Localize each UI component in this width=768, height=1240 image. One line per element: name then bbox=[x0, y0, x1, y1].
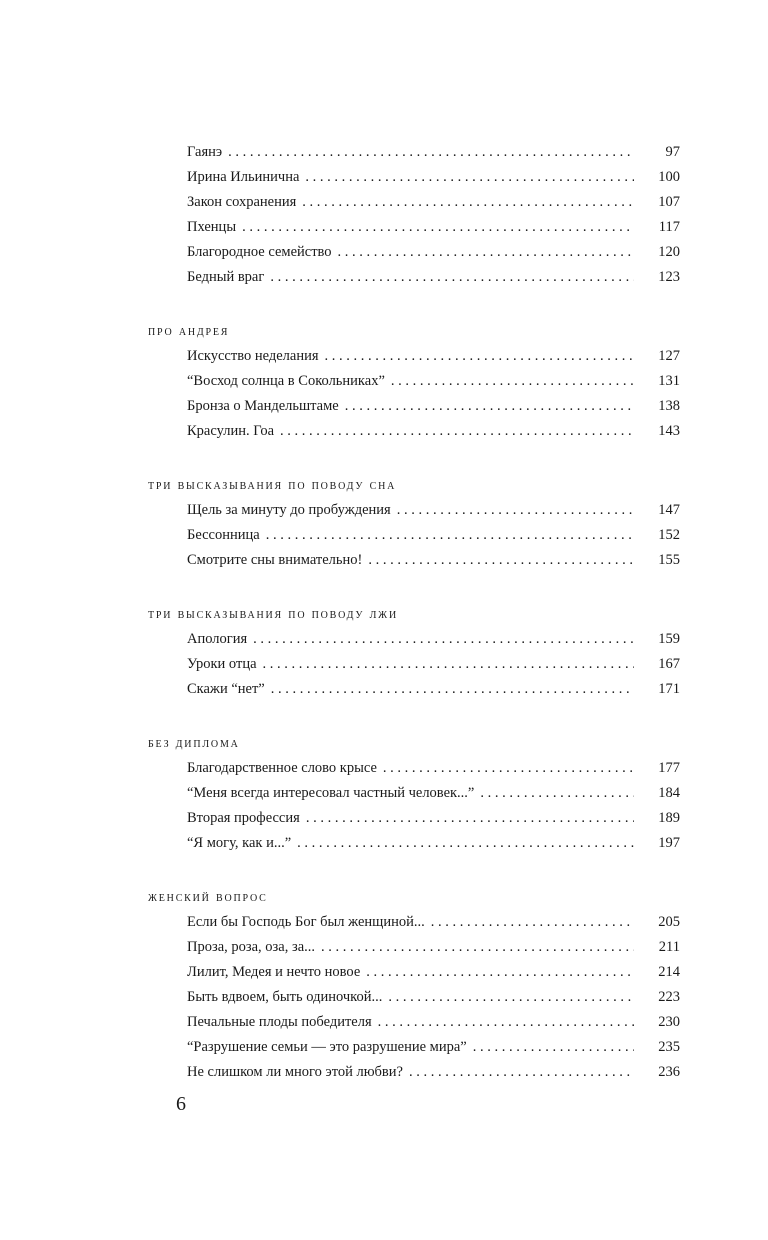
dot-leader bbox=[431, 910, 634, 935]
entry-page-number: 211 bbox=[658, 939, 680, 955]
toc-entry[interactable] bbox=[148, 1035, 680, 1060]
entry-title: “Я могу, как и...” bbox=[187, 835, 292, 851]
dot-leader bbox=[391, 369, 634, 394]
entry-page-number: 205 bbox=[658, 914, 680, 930]
toc-section bbox=[148, 140, 680, 290]
entry-title: Бронза о Мандельштаме bbox=[187, 398, 339, 414]
entry-title: Гаянэ bbox=[187, 144, 223, 160]
entry-page-number: 97 bbox=[665, 144, 680, 160]
dot-leader bbox=[338, 240, 634, 265]
dot-leader bbox=[321, 935, 634, 960]
dot-leader bbox=[228, 140, 634, 165]
entry-page-number: 214 bbox=[658, 964, 680, 980]
entry-page-number: 159 bbox=[658, 631, 680, 647]
toc-section bbox=[148, 602, 680, 702]
toc-entry[interactable] bbox=[148, 935, 680, 960]
toc-entry[interactable] bbox=[148, 985, 680, 1010]
entry-page-number: 107 bbox=[658, 194, 680, 210]
table-of-contents bbox=[148, 140, 680, 1085]
entry-title: Благодарственное слово крысе bbox=[187, 760, 377, 776]
toc-entry[interactable] bbox=[148, 265, 680, 290]
toc-entry[interactable] bbox=[148, 498, 680, 523]
entry-title: Лилит, Медея и нечто новое bbox=[187, 964, 361, 980]
dot-leader bbox=[383, 756, 634, 781]
entry-title: Проза, роза, оза, за... bbox=[187, 939, 316, 955]
dot-leader bbox=[397, 498, 634, 523]
toc-entry[interactable] bbox=[148, 215, 680, 240]
entry-title: “Восход солнца в Сокольниках” bbox=[187, 373, 385, 389]
entry-title: Красулин. Гоа bbox=[187, 423, 275, 439]
toc-entry[interactable] bbox=[148, 523, 680, 548]
toc-entry[interactable] bbox=[148, 140, 680, 165]
entry-page-number: 138 bbox=[658, 398, 680, 414]
entry-page-number: 143 bbox=[658, 423, 680, 439]
toc-entry[interactable] bbox=[148, 781, 680, 806]
entry-title: Быть вдвоем, быть одиночкой... bbox=[187, 989, 383, 1005]
entry-page-number: 147 bbox=[658, 502, 680, 518]
entry-page-number: 152 bbox=[658, 527, 680, 543]
toc-entry[interactable] bbox=[148, 806, 680, 831]
entry-title: Ирина Ильинична bbox=[187, 169, 300, 185]
toc-entry[interactable] bbox=[148, 344, 680, 369]
entry-page-number: 235 bbox=[658, 1039, 680, 1055]
toc-entry[interactable] bbox=[148, 394, 680, 419]
section-heading: про андрея bbox=[148, 324, 230, 339]
section-heading: три высказывания по поводу лжи bbox=[148, 607, 398, 622]
page-number: 6 bbox=[176, 1093, 186, 1115]
dot-leader bbox=[378, 1010, 634, 1035]
entry-page-number: 184 bbox=[658, 785, 680, 801]
entry-page-number: 189 bbox=[658, 810, 680, 826]
dot-leader bbox=[242, 215, 634, 240]
dot-leader bbox=[409, 1060, 634, 1085]
entry-title: Скажи “нет” bbox=[187, 681, 265, 697]
dot-leader bbox=[280, 419, 634, 444]
dot-leader bbox=[473, 1035, 634, 1060]
dot-leader bbox=[297, 831, 634, 856]
entry-page-number: 167 bbox=[658, 656, 680, 672]
entry-page-number: 123 bbox=[658, 269, 680, 285]
toc-entry[interactable] bbox=[148, 419, 680, 444]
toc-section bbox=[148, 885, 680, 1085]
entry-title: Если бы Господь Бог был женщиной... bbox=[187, 914, 425, 930]
entry-title: Не слишком ли много этой любви? bbox=[187, 1064, 403, 1080]
entry-page-number: 117 bbox=[658, 219, 680, 235]
entry-title: Искусство неделания bbox=[187, 348, 319, 364]
toc-entry[interactable] bbox=[148, 677, 680, 702]
dot-leader bbox=[345, 394, 634, 419]
entry-page-number: 171 bbox=[658, 681, 680, 697]
toc-section bbox=[148, 731, 680, 856]
toc-section bbox=[148, 473, 680, 573]
toc-entry[interactable] bbox=[148, 960, 680, 985]
toc-entry[interactable] bbox=[148, 190, 680, 215]
toc-entry[interactable] bbox=[148, 240, 680, 265]
toc-entry[interactable] bbox=[148, 756, 680, 781]
dot-leader bbox=[368, 548, 634, 573]
entry-title: Благородное семейство bbox=[187, 244, 332, 260]
entry-title: Пхенцы bbox=[187, 219, 237, 235]
entry-title: Бедный враг bbox=[187, 269, 265, 285]
entry-page-number: 197 bbox=[658, 835, 680, 851]
entry-title: Бессонница bbox=[187, 527, 260, 543]
dot-leader bbox=[263, 652, 634, 677]
dot-leader bbox=[302, 190, 634, 215]
entry-page-number: 100 bbox=[658, 169, 680, 185]
entry-title: Уроки отца bbox=[187, 656, 257, 672]
dot-leader bbox=[270, 265, 634, 290]
entry-page-number: 177 bbox=[658, 760, 680, 776]
toc-entry[interactable] bbox=[148, 1010, 680, 1035]
toc-entry[interactable] bbox=[148, 831, 680, 856]
entry-title: Закон сохранения bbox=[187, 194, 297, 210]
dot-leader bbox=[271, 677, 634, 702]
toc-entry[interactable] bbox=[148, 369, 680, 394]
section-heading: без диплома bbox=[148, 736, 240, 751]
entry-page-number: 236 bbox=[658, 1064, 680, 1080]
dot-leader bbox=[366, 960, 634, 985]
dot-leader bbox=[388, 985, 634, 1010]
entry-title: “Меня всегда интересовал частный человек...” bbox=[187, 785, 475, 801]
section-heading: женский вопрос bbox=[148, 890, 268, 905]
toc-entry[interactable] bbox=[148, 1060, 680, 1085]
dot-leader bbox=[253, 627, 634, 652]
entry-title: Апология bbox=[187, 631, 248, 647]
dot-leader bbox=[266, 523, 634, 548]
toc-entry[interactable] bbox=[148, 627, 680, 652]
entry-page-number: 155 bbox=[658, 552, 680, 568]
entry-title: Вторая профессия bbox=[187, 810, 300, 826]
entry-page-number: 223 bbox=[658, 989, 680, 1005]
toc-entry[interactable] bbox=[148, 652, 680, 677]
toc-section bbox=[148, 319, 680, 444]
section-heading: три высказывания по поводу сна bbox=[148, 478, 397, 493]
entry-page-number: 131 bbox=[658, 373, 680, 389]
dot-leader bbox=[480, 781, 634, 806]
dot-leader bbox=[305, 165, 634, 190]
entry-page-number: 120 bbox=[658, 244, 680, 260]
toc-entry[interactable] bbox=[148, 910, 680, 935]
entry-title: Печальные плоды победителя bbox=[187, 1014, 372, 1030]
entry-page-number: 230 bbox=[658, 1014, 680, 1030]
entry-title: Смотрите сны внимательно! bbox=[187, 552, 363, 568]
toc-entry[interactable] bbox=[148, 165, 680, 190]
dot-leader bbox=[325, 344, 634, 369]
dot-leader bbox=[306, 806, 634, 831]
entry-title: “Разрушение семьи — это разрушение мира” bbox=[187, 1039, 467, 1055]
entry-page-number: 127 bbox=[658, 348, 680, 364]
toc-entry[interactable] bbox=[148, 548, 680, 573]
entry-title: Щель за минуту до пробуждения bbox=[187, 502, 391, 518]
